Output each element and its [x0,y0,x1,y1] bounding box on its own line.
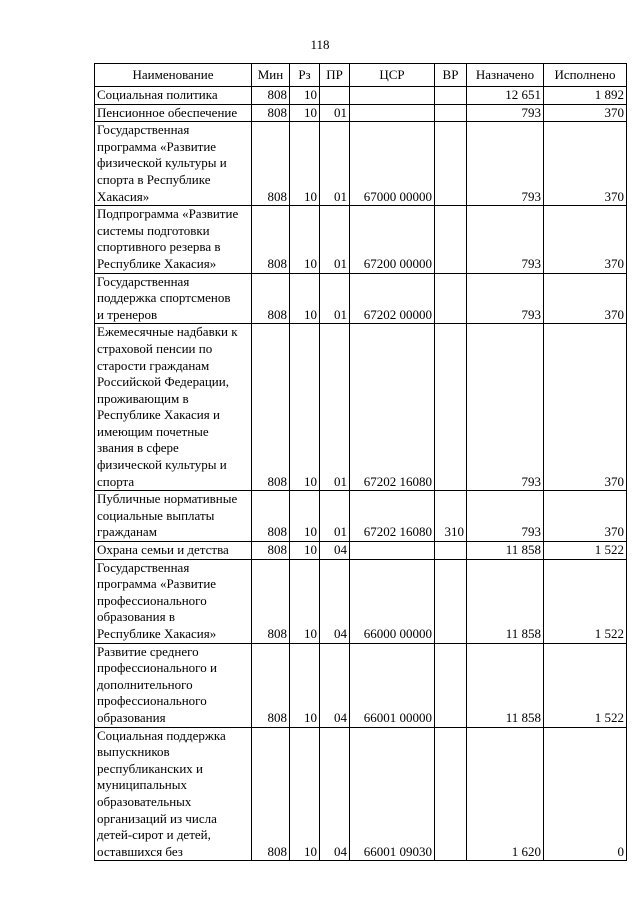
row-min: 808 [252,643,290,727]
row-csr: 67202 16080 [350,324,435,491]
row-name: Государственная программа «Развитие физической культуры и спорта в Республике Хакасия» [95,122,252,206]
row-assigned: 11 858 [467,643,544,727]
row-min: 808 [252,491,290,542]
row-rz: 10 [290,122,320,206]
header-min: Мин [252,64,290,87]
row-executed: 1 892 [544,87,627,105]
row-rz: 10 [290,87,320,105]
row-rz: 10 [290,559,320,643]
row-rz: 10 [290,491,320,542]
row-name: Публичные нормативные социальные выплаты гражданам [95,491,252,542]
row-min: 808 [252,727,290,861]
row-name: Государственная поддержка спортсменов и тренеров [95,273,252,324]
row-pr: 01 [320,324,350,491]
row-vr [435,206,467,273]
row-min: 808 [252,273,290,324]
row-csr: 66001 00000 [350,643,435,727]
row-min: 808 [252,559,290,643]
row-name: Пенсионное обеспечение [95,104,252,122]
budget-table [94,63,627,861]
row-csr: 67202 00000 [350,273,435,324]
table-row [95,122,627,206]
row-executed: 370 [544,491,627,542]
row-name: Социальная политика [95,87,252,105]
row-executed: 1 522 [544,559,627,643]
row-assigned: 793 [467,104,544,122]
row-rz: 10 [290,273,320,324]
row-min: 808 [252,206,290,273]
row-vr [435,122,467,206]
row-min: 808 [252,104,290,122]
header-name: Наименование [95,64,252,87]
row-pr [320,87,350,105]
row-csr: 67000 00000 [350,122,435,206]
row-csr: 67202 16080 [350,491,435,542]
row-vr [435,273,467,324]
table-row [95,324,627,491]
row-pr: 04 [320,542,350,560]
row-assigned: 12 651 [467,87,544,105]
table-row [95,727,627,861]
table-row [95,542,627,560]
row-rz: 10 [290,206,320,273]
row-csr: 67200 00000 [350,206,435,273]
table-row [95,87,627,105]
row-name: Охрана семьи и детства [95,542,252,560]
table-row [95,491,627,542]
row-name: Государственная программа «Развитие профессионального образования в Республике Хакасия» [95,559,252,643]
row-min: 808 [252,122,290,206]
row-assigned: 793 [467,491,544,542]
row-pr: 01 [320,104,350,122]
row-vr [435,87,467,105]
row-min: 808 [252,87,290,105]
row-pr: 04 [320,727,350,861]
row-vr [435,542,467,560]
row-executed: 370 [544,324,627,491]
table-row [95,104,627,122]
row-rz: 10 [290,104,320,122]
table-row [95,206,627,273]
row-assigned: 11 858 [467,559,544,643]
row-vr [435,559,467,643]
row-vr [435,727,467,861]
row-rz: 10 [290,542,320,560]
row-vr [435,643,467,727]
row-executed: 370 [544,273,627,324]
row-rz: 10 [290,643,320,727]
header-pr: ПР [320,64,350,87]
row-executed: 370 [544,104,627,122]
row-min: 808 [252,324,290,491]
row-assigned: 793 [467,324,544,491]
table-row [95,273,627,324]
row-executed: 1 522 [544,643,627,727]
row-pr: 01 [320,206,350,273]
header-executed: Исполнено [544,64,627,87]
row-assigned: 793 [467,206,544,273]
row-name: Подпрограмма «Развитие системы подготовки спортивного резерва в Республике Хакасия» [95,206,252,273]
row-name: Развитие среднего профессионального и дополнительного профессионального образования [95,643,252,727]
row-pr: 01 [320,122,350,206]
header-csr: ЦСР [350,64,435,87]
row-csr: 66001 09030 [350,727,435,861]
page-number: 118 [310,37,330,52]
row-vr [435,324,467,491]
row-assigned: 793 [467,122,544,206]
header-vr: ВР [435,64,467,87]
row-executed: 370 [544,206,627,273]
row-csr: 66000 00000 [350,559,435,643]
table-header-row [95,64,627,87]
row-csr [350,542,435,560]
header-rz: Рз [290,64,320,87]
row-pr: 01 [320,273,350,324]
row-pr: 01 [320,491,350,542]
row-name: Социальная поддержка выпускников республиканских и муниципальных образовательных организаций из числа детей-сирот и детей, оставшихся без [95,727,252,861]
table-row [95,559,627,643]
row-pr: 04 [320,559,350,643]
row-rz: 10 [290,727,320,861]
row-csr [350,104,435,122]
row-assigned: 793 [467,273,544,324]
row-assigned: 11 858 [467,542,544,560]
row-executed: 0 [544,727,627,861]
row-name: Ежемесячные надбавки к страховой пенсии по старости гражданам Российской Федерации, проживающим в Республике Хакасия и имеющим почетные звания в сфере физической культуры и спорта [95,324,252,491]
row-vr [435,104,467,122]
row-vr: 310 [435,491,467,542]
row-rz: 10 [290,324,320,491]
row-csr [350,87,435,105]
row-executed: 1 522 [544,542,627,560]
row-executed: 370 [544,122,627,206]
header-assigned: Назначено [467,64,544,87]
row-pr: 04 [320,643,350,727]
row-min: 808 [252,542,290,560]
row-assigned: 1 620 [467,727,544,861]
table-row [95,643,627,727]
